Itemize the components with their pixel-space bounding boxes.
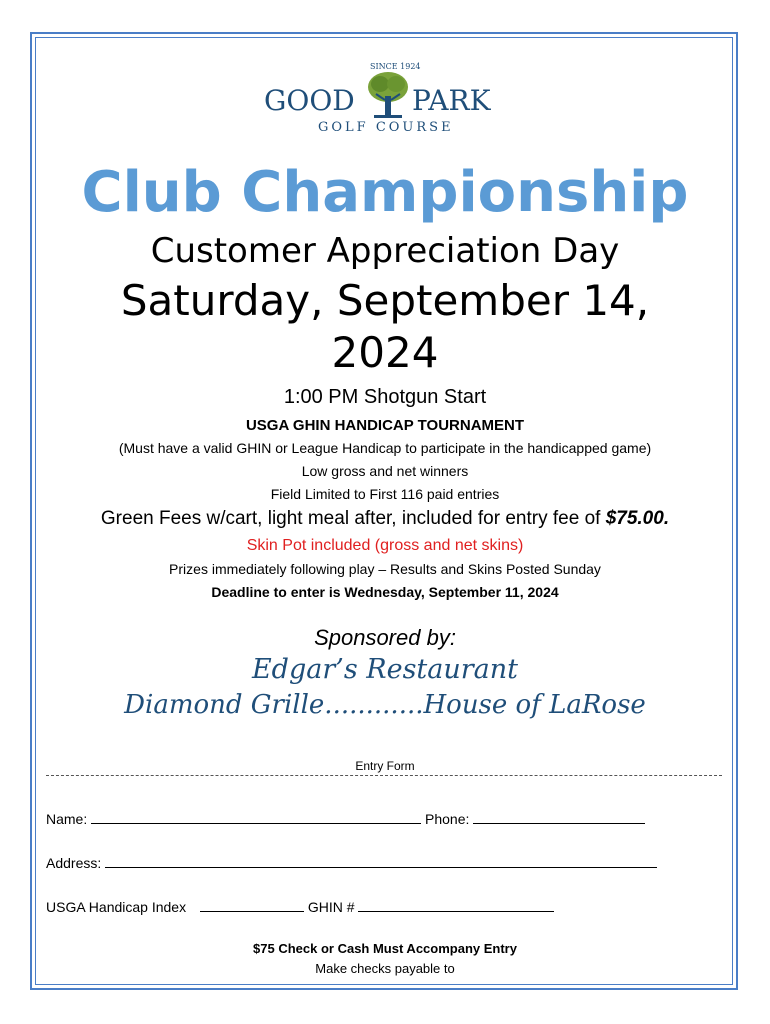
prizes-note: Prizes immediately following play – Results and Skins Posted Sunday bbox=[169, 561, 601, 577]
logo-word-park: PARK bbox=[412, 84, 491, 117]
logo-subtitle: GOLF COURSE bbox=[318, 120, 454, 135]
entry-fee-amount: $75.00. bbox=[605, 508, 670, 529]
logo-word-good: GOOD bbox=[264, 84, 355, 117]
handicap-label: USGA Handicap Index bbox=[46, 899, 187, 915]
field-limit: Field Limited to First 116 paid entries bbox=[270, 486, 500, 502]
tournament-type: USGA GHIN HANDICAP TOURNAMENT bbox=[245, 417, 525, 434]
payment-note: $75 Check or Cash Must Accompany Entry bbox=[253, 941, 517, 956]
phone-field[interactable] bbox=[473, 811, 645, 824]
name-phone-row bbox=[46, 811, 645, 827]
start-time: 1:00 PM Shotgun Start bbox=[283, 386, 487, 408]
page-title: Club Championship bbox=[81, 160, 689, 225]
payable-note: Make checks payable to bbox=[315, 961, 455, 976]
green-fees-text: Green Fees w/cart, light meal after, included for entry fee of bbox=[100, 508, 606, 529]
name-label: Name: bbox=[46, 811, 88, 827]
phone-label: Phone: bbox=[425, 811, 470, 827]
entry-deadline: Deadline to enter is Wednesday, September 11, 2024 bbox=[211, 584, 559, 600]
address-row bbox=[46, 855, 657, 871]
name-field[interactable] bbox=[91, 811, 421, 824]
ghin-field[interactable] bbox=[358, 899, 554, 912]
good-park-logo bbox=[262, 62, 508, 138]
green-fees bbox=[0, 508, 770, 530]
ghin-label: GHIN # bbox=[307, 899, 355, 915]
entry-form-title: Entry Form bbox=[355, 759, 415, 773]
sponsor-diamond-larose: Diamond Grille............House of LaRose bbox=[124, 690, 646, 720]
tree-icon bbox=[366, 70, 410, 120]
handicap-requirement: (Must have a valid GHIN or League Handicap to participate in the handicapped game) bbox=[118, 440, 652, 456]
cut-line bbox=[46, 775, 722, 776]
event-date-line1: Saturday, September 14, bbox=[120, 276, 650, 325]
event-date-line2: 2024 bbox=[331, 328, 439, 377]
address-label: Address: bbox=[46, 855, 102, 871]
address-field[interactable] bbox=[105, 855, 657, 868]
logo-since: SINCE 1924 bbox=[370, 62, 421, 71]
sponsored-by-label: Sponsored by: bbox=[314, 625, 456, 650]
event-subtitle: Customer Appreciation Day bbox=[150, 231, 620, 271]
skin-pot: Skin Pot included (gross and net skins) bbox=[246, 537, 524, 554]
sponsor-edgars: Edgar’s Restaurant bbox=[251, 654, 519, 685]
winners-note: Low gross and net winners bbox=[301, 463, 469, 479]
handicap-field[interactable] bbox=[200, 899, 304, 912]
handicap-row bbox=[46, 899, 554, 915]
